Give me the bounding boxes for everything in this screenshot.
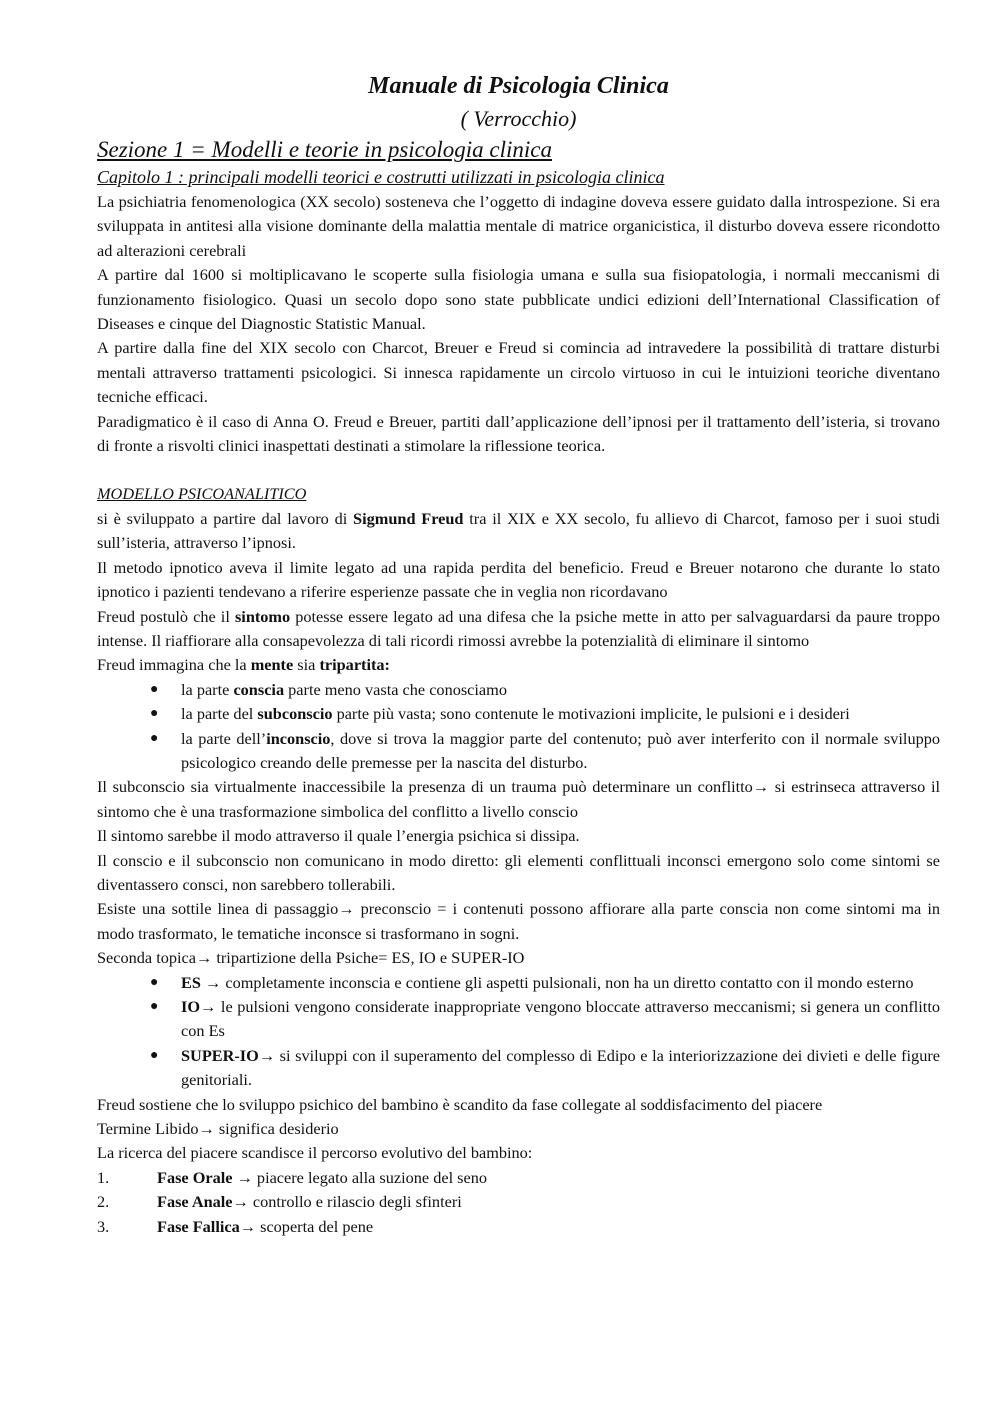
bullet-icon: ●	[150, 1047, 159, 1063]
model-heading: MODELLO PSICOANALITICO	[97, 484, 307, 504]
list-number: 2.	[97, 1192, 110, 1212]
bullet-icon: ●	[150, 974, 159, 990]
list-item: ● IO→ le pulsioni vengono considerate inappropriate vengono bloccate attraverso meccanismi; si genera un conflitto con Es	[150, 997, 940, 1041]
list-item: 3. Fase Fallica→ scoperta del pene	[97, 1215, 940, 1239]
list-item: 2. Fase Anale→ controllo e rilascio degli sfinteri	[97, 1190, 940, 1214]
bullet-icon: ●	[150, 706, 159, 722]
list-item: ● la parte conscia parte meno vasta che conosciamo	[97, 678, 940, 702]
symptom-paragraph: Freud postulò che il sintomo potesse essere legato ad una difesa che la psiche mette in atto per salvaguardarsi da paure troppo intense. Il riaffiorare alla consapevolezza di tali ricordi rimossi avrebbe la potenzialità di eliminare il sintomo	[97, 606, 940, 650]
hypnosis-paragraph: Il metodo ipnotico aveva il limite legato ad una rapida perdita del beneficio. Freud e Breuer notarono che durante lo stato ipnotico i pazienti tendevano a riferire esperienze passate che in veglia non ricordavano	[97, 557, 940, 602]
bullet-icon: ●	[150, 681, 159, 697]
list-item: ● la parte dell’inconscio, dove si trova la maggior parte del contenuto; può aver interferito con il normale sviluppo psicologico creando delle premesse per la nascita del disturbo.	[150, 728, 941, 772]
bullet-icon: ●	[150, 999, 159, 1014]
document-title: Manuale di Psicologia Clinica	[368, 73, 669, 99]
freud-name: Sigmund Freud	[353, 508, 464, 528]
body-paragraph: La ricerca del piacere scandisce il percorso evolutivo del bambino:	[97, 1143, 533, 1163]
body-paragraph: Termine Libido→ significa desiderio	[97, 1119, 339, 1139]
list-item: ● la parte del subconscio parte più vasta; sono contenute le motivazioni implicite, le pulsioni e i desideri	[97, 702, 940, 726]
intro-paragraph: A partire dalla fine del XIX secolo con Charcot, Breuer e Freud si comincia ad intravedere la possibilità di trattare disturbi mentali attraverso trattamenti psicologici. Si innesca rapidamente un circolo virtuoso in cui le intuizioni teoriche diventano tecniche efficaci.	[97, 338, 940, 407]
list-item: ● SUPER-IO→ si sviluppi con il superamento del complesso di Edipo e la interiorizzazione dei divieti e delle figure genitoriali.	[150, 1045, 940, 1090]
list-number: 3.	[97, 1216, 110, 1236]
mind-paragraph: Freud immagina che la mente sia tripartita:	[97, 655, 390, 675]
spacer	[97, 458, 940, 482]
body-paragraph: Il sintomo sarebbe il modo attraverso il quale l’energia psichica si dissipa.	[97, 826, 580, 846]
body-paragraph: Esiste una sottile linea di passaggio→ preconscio = i contenuti possono affiorare alla parte conscia non come sintomi ma in modo trasformato, le tematiche inconsce si trasformano in sogni.	[97, 899, 940, 943]
intro-paragraph: A partire dal 1600 si moltiplicavano le scoperte sulla fisiologia umana e sulla sua fisiopatologia, i normali meccanismi di funzionamento fisiologico. Quasi un secolo dopo sono state pubblicate undici edizioni dell’International Classification of Diseases e cinque del Diagnostic Statistic Manual.	[97, 265, 940, 334]
body-paragraph: Freud sostiene che lo sviluppo psichico del bambino è scandito da fase collegate al soddisfacimento del piacere	[97, 1094, 823, 1114]
bullet-icon: ●	[150, 730, 159, 746]
body-paragraph: Il conscio e il subconscio non comunicano in modo diretto: gli elementi conflittuali inconsci emergono solo come sintomi se diventassero consci, non sarebbero tollerabili.	[97, 850, 940, 894]
topica-list	[97, 971, 940, 1093]
document-page	[97, 70, 940, 1239]
document-subtitle: ( Verrocchio)	[460, 106, 577, 131]
body-paragraph: Seconda topica→ tripartizione della Psiche= ES, IO e SUPER-IO	[97, 948, 525, 968]
list-item: ● ES → completamente inconscia e contiene gli aspetti pulsionali, non ha un diretto contatto con il mondo esterno	[97, 971, 940, 995]
phases-list	[97, 1166, 940, 1239]
list-item: 1. Fase Orale → piacere legato alla suzione del seno	[97, 1166, 940, 1190]
section-heading: Sezione 1 = Modelli e teorie in psicologia clinica	[97, 137, 552, 162]
list-number: 1.	[97, 1167, 110, 1187]
body-paragraph: Il subconscio sia virtualmente inaccessibile la presenza di un trauma può determinare un conflitto→ si estrinseca attraverso il sintomo che è una trasformazione simbolica del conflitto a livello conscio	[97, 777, 940, 821]
mind-parts-list	[97, 678, 940, 776]
intro-paragraph: La psichiatria fenomenologica (XX secolo) sosteneva che l’oggetto di indagine doveva essere guidato dalla introspezione. Si era sviluppata in antitesi alla visione dominante della malattia mentale di matrice organicistica, il disturbo doveva essere ricondotto ad alterazioni cerebrali	[97, 192, 940, 260]
freud-paragraph: si è sviluppato a partire dal lavoro di Sigmund Freud tra il XIX e XX secolo, fu allievo di Charcot, famoso per i suoi studi sull’isteria, attraverso l’ipnosi.	[97, 508, 940, 553]
chapter-heading: Capitolo 1 : principali modelli teorici e costrutti utilizzati in psicologia clinica	[97, 167, 665, 187]
intro-paragraph: Paradigmatico è il caso di Anna O. Freud e Breuer, partiti dall’applicazione dell’ipnosi per il trattamento dell’isteria, si trovano di fronte a risvolti clinici inaspettati destinati a stimolare la riflessione teorica.	[97, 411, 940, 456]
